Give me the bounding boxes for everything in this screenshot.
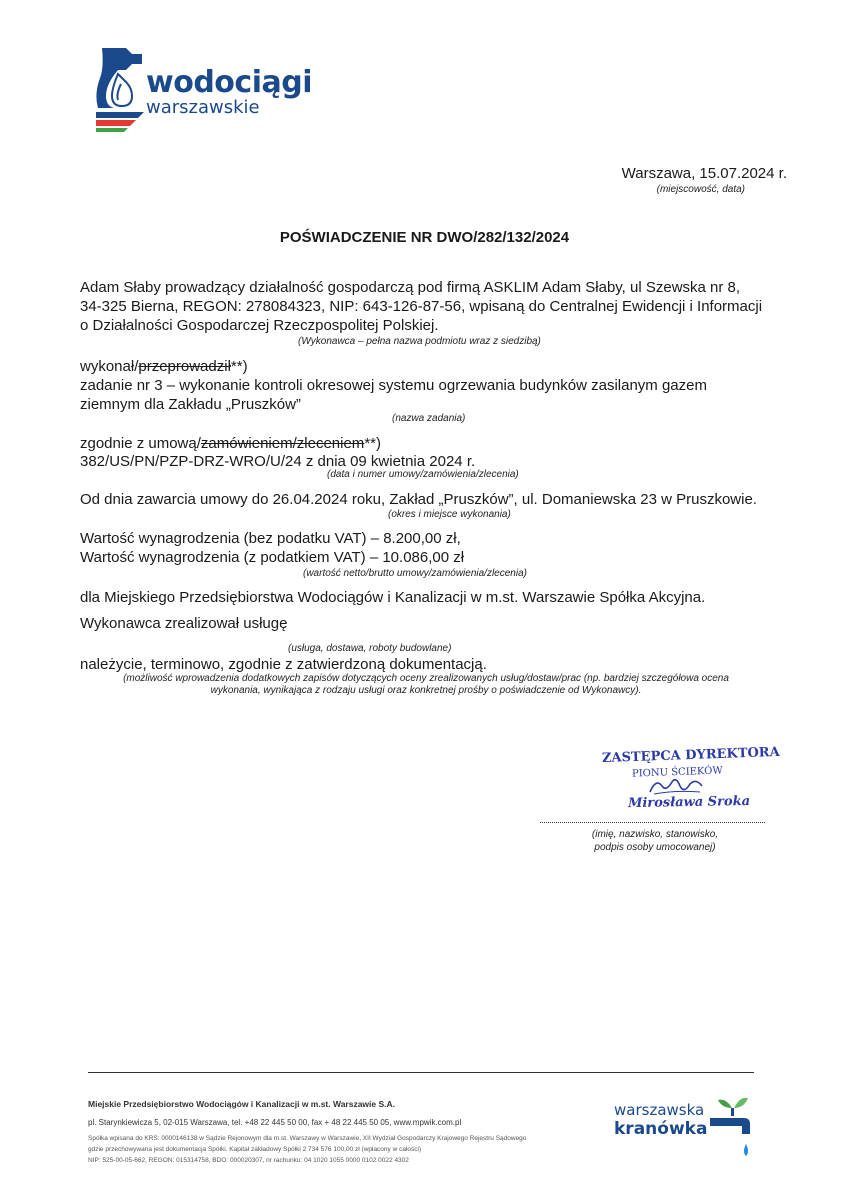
stamp-title: ZASTĘPCA DYREKTORA [601, 744, 780, 767]
agreement-caption: (data i numer umowy/zamówienia/zlecenia) [327, 469, 519, 480]
place-date: Warszawa, 15.07.2024 r. [621, 165, 787, 182]
tap-leaf-icon [710, 1094, 754, 1171]
footer-legal-line-3: NIP: 525-00-05-662, REGON: 015314758, BDO: 000020307, nr rachunku: 04 1020 1055 0000 0102 0022 4302 [88, 1157, 409, 1164]
term-text: Od dnia zawarcia umowy do 26.04.2024 roku, Zakład „Pruszków”, ul. Domaniewska 23 w Pruszkowie. [80, 491, 757, 508]
contractor-line-1: Adam Słaby prowadzący działalność gospodarczą pod firmą ASKLIM Adam Słaby, ul Szewska nr 8, [80, 279, 741, 296]
task-line-2: ziemnym dla Zakładu „Pruszków” [80, 396, 301, 413]
assessment-text: należycie, terminowo, zgodnie z zatwierdzoną dokumentacją. [80, 656, 487, 673]
brand-line-2: kranówka [614, 1119, 708, 1139]
assessment-note [86, 673, 766, 697]
signature-caption [560, 828, 750, 854]
agreement-struck: zamówieniem/zleceniem [200, 435, 365, 452]
agreement-suffix: **) [364, 435, 381, 452]
task-line-1: zadanie nr 3 – wykonanie kontroli okresowej systemu ogrzewania budynków zasilanym gazem [80, 377, 707, 394]
footer-legal-line-2: gdzie przechowywana jest dokumentacja Spółki. Kapitał zakładowy Spółki 2 734 576 100,00 zł (wpłacony w całości) [88, 1146, 422, 1153]
signature-caption-line-2: podpis osoby umocowanej) [594, 842, 716, 853]
agreement-word: zgodnie z umową/ [80, 435, 201, 452]
document-title: POŚWIADCZENIE NR DWO/282/132/2024 [279, 229, 570, 246]
footer-legal-line-1: Spółka wpisana do KRS: 0000146138 w Sądzie Rejonowym dla m.st. Warszawy w Warszawie, XII Wydział Gospodarczy Krajowego Rejestru Sądowego [88, 1135, 527, 1142]
signature-line [540, 822, 765, 823]
footer-divider [88, 1072, 754, 1073]
footer-company: Miejskie Przedsiębiorstwo Wodociągów i Kanalizacji w m.st. Warszawie S.A. [88, 1099, 396, 1109]
signed-name: Mirosława Sroka [627, 793, 751, 812]
logo-subtitle: warszawskie [146, 97, 260, 118]
performed-word: wykonał/ [80, 358, 139, 375]
assessment-note-line-2: wykonania, wynikająca z rodzaju usługi oraz konkretnej prośby o poświadczenie od Wykonawcy). [210, 685, 642, 696]
task-block [80, 376, 786, 414]
service-text: Wykonawca zrealizował usługę [80, 615, 288, 632]
footer-address: pl. Starynkiewicza 5, 02-015 Warszawa, tel. +48 22 445 50 00, fax + 48 22 445 50 05, www.mpwik.com.pl [88, 1118, 462, 1127]
contractor-block [80, 278, 800, 335]
agreement-number: 382/US/PN/PZP-DRZ-WRO/U/24 z dnia 09 kwietnia 2024 r. [80, 453, 476, 470]
value-block [80, 529, 464, 567]
contractor-caption: (Wykonawca – pełna nazwa podmiotu wraz z siedzibą) [298, 336, 541, 347]
term-caption: (okres i miejsce wykonania) [388, 509, 511, 520]
performed-line [80, 357, 248, 376]
performed-suffix: **) [230, 358, 248, 375]
value-caption: (wartość netto/brutto umowy/zamówienia/zlecenia) [303, 568, 527, 579]
assessment-note-line-1: (możliwość wprowadzenia dodatkowych zapisów dotyczących oceny zrealizowanych usług/dostaw/prac (np. bardziej szczegółowa ocena [123, 673, 729, 684]
water-drop-logo-icon [92, 44, 152, 134]
value-gross: Wartość wynagrodzenia (z podatkiem VAT) – 10.086,00 zł [80, 549, 465, 566]
agreement-line [80, 434, 381, 453]
value-net: Wartość wynagrodzenia (bez podatku VAT) – 8.200,00 zł, [80, 530, 461, 547]
client-text: dla Miejskiego Przedsiębiorstwa Wodociągów i Kanalizacji w m.st. Warszawie Spółka Akcyjna. [80, 589, 706, 606]
contractor-line-2: 34-325 Bierna, REGON: 278084323, NIP: 643-126-87-56, wpisaną do Centralnej Ewidencji i Informacji [80, 298, 763, 315]
logo-title: wodociągi [146, 65, 312, 100]
contractor-line-3: o Działalności Gospodarczej Rzeczpospolitej Polskiej. [80, 317, 439, 334]
performed-struck: przeprowadził [138, 358, 231, 375]
service-caption: (usługa, dostawa, roboty budowlane) [288, 643, 452, 654]
signature-caption-line-1: (imię, nazwisko, stanowisko, [591, 829, 719, 840]
footer-legal [88, 1133, 598, 1166]
task-caption: (nazwa zadania) [392, 413, 466, 424]
company-logo [92, 44, 152, 134]
place-date-caption: (miejscowość, data) [656, 184, 745, 195]
stamp-subtitle: PIONU ŚCIEKÓW [631, 765, 723, 780]
brand-line-1: warszawska [614, 1101, 705, 1119]
